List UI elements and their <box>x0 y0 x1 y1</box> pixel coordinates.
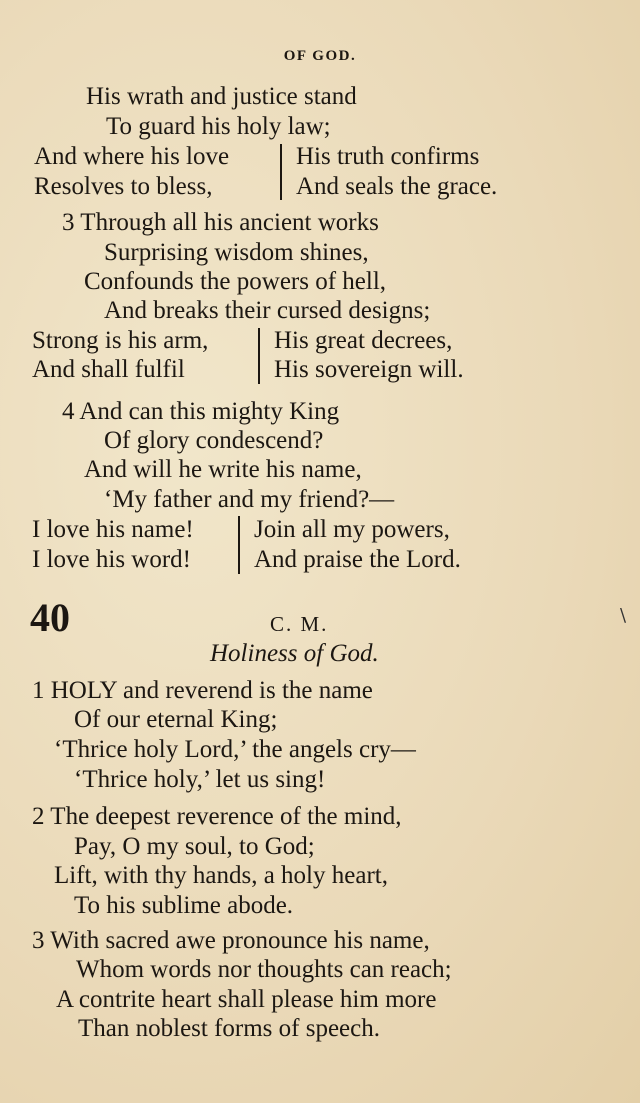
verse-line: Lift, with thy hands, a holy heart, <box>54 862 388 889</box>
split-line-right: His sovereign will. <box>274 356 464 383</box>
hymn-meter: C. M. <box>270 612 329 636</box>
split-line-right: His truth confirms <box>296 143 480 170</box>
verse-line: ‘My father and my friend?— <box>104 486 395 513</box>
column-divider <box>280 144 282 200</box>
verse-line: Of glory condescend? <box>104 427 324 454</box>
verse-line: 3 With sacred awe pronounce his name, <box>32 927 430 954</box>
verse-line: 1 HOLY and reverend is the name <box>32 677 373 704</box>
hymn-title: Holiness of God. <box>210 640 379 667</box>
split-line-left: I love his word! <box>32 546 191 573</box>
verse-line: 2 The deepest reverence of the mind, <box>32 803 402 830</box>
verse-line: Confounds the powers of hell, <box>84 268 387 295</box>
verse-line: And breaks their cursed designs; <box>104 297 431 324</box>
verse-line: To his sublime abode. <box>74 892 294 919</box>
verse-line: Of our eternal King; <box>74 706 278 733</box>
split-line-left: And where his love <box>34 143 230 170</box>
split-line-right: And praise the Lord. <box>254 546 461 573</box>
split-line-right: His great decrees, <box>274 327 453 354</box>
split-line-left: Resolves to bless, <box>34 173 213 200</box>
verse-line: ‘Thrice holy Lord,’ the angels cry— <box>54 736 416 763</box>
margin-mark: \ <box>620 605 627 626</box>
verse-line: His wrath and justice stand <box>86 83 357 110</box>
verse-line: And will he write his name, <box>84 456 362 483</box>
running-header: OF GOD. <box>283 48 357 64</box>
split-line-left: Strong is his arm, <box>32 327 209 354</box>
verse-line: Surprising wisdom shines, <box>104 239 369 266</box>
verse-line: A contrite heart shall please him more <box>56 986 437 1013</box>
split-line-right: Join all my powers, <box>254 516 450 543</box>
split-line-right: And seals the grace. <box>296 173 498 200</box>
column-divider <box>258 328 260 384</box>
verse-line: Than noblest forms of speech. <box>78 1015 381 1042</box>
verse-line: 3 Through all his ancient works <box>62 209 379 236</box>
column-divider <box>238 516 240 574</box>
verse-line: 4 And can this mighty King <box>62 398 340 425</box>
hymn-number: 40 <box>30 595 70 640</box>
verse-line: ‘Thrice holy,’ let us sing! <box>74 766 326 793</box>
verse-line: Whom words nor thoughts can reach; <box>76 956 452 983</box>
verse-line: To guard his holy law; <box>106 113 331 140</box>
split-line-left: And shall fulfil <box>32 356 185 383</box>
verse-line: Pay, O my soul, to God; <box>74 833 315 860</box>
split-line-left: I love his name! <box>32 516 194 543</box>
